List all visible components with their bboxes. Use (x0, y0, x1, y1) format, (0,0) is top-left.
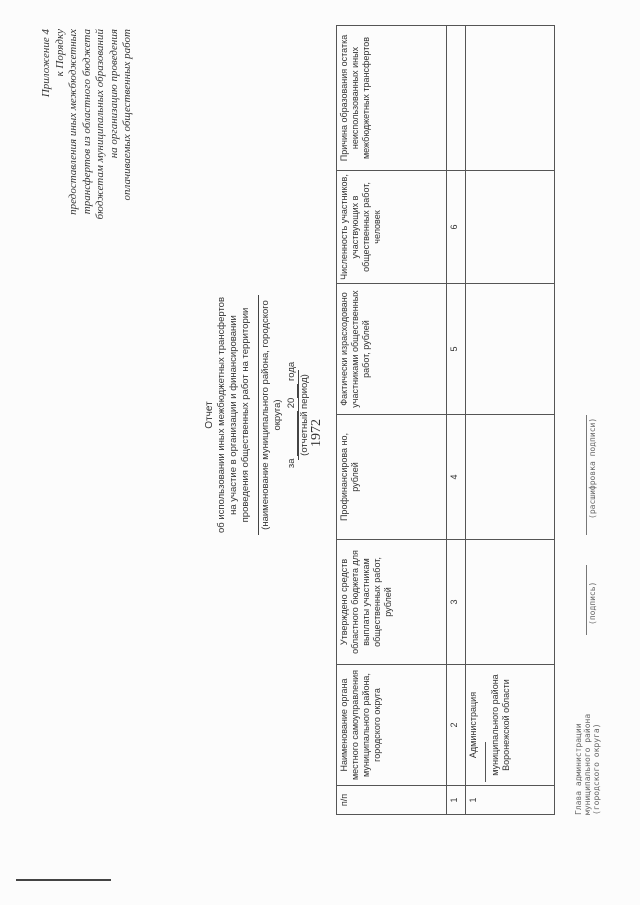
column-number-cell: 1 (447, 786, 466, 815)
appendix-note (40, 29, 135, 219)
report-sheet (34, 15, 614, 815)
org-name-cell (466, 665, 555, 786)
header-cell-approved: Утверждено средств областного бюджета для выплаты участникам общественных работ, рублей (337, 540, 447, 665)
page-number: 1972 (309, 419, 324, 447)
reason-cell (466, 26, 555, 171)
header-cell-org: Наименование органа местного самоуправления муниципального района, городского округа (337, 665, 447, 786)
column-number-cell (447, 26, 466, 171)
period-row (286, 265, 298, 565)
report-subtitle-line: на участие в организации и финансировании (228, 315, 239, 515)
bottom-rule (16, 879, 111, 881)
financed-cell (466, 415, 555, 540)
signature-decode-caption: (расшифровка подписи) (588, 417, 597, 519)
appendix-line: бюджетам муниципальных образований (94, 29, 106, 220)
year-prefix: 20 (286, 397, 297, 409)
appendix-line: к Порядку (53, 29, 66, 77)
org-suffix: муниципального района Воронежской области (490, 674, 511, 776)
header-cell-reason: Причина образования остатка неиспользованных иных межбюджетных трансфертов (337, 26, 447, 171)
signature-caption: (подпись) (588, 581, 597, 625)
count-cell (466, 171, 555, 284)
report-subtitle-line: проведения общественных работ на территории (240, 307, 251, 523)
signature-block (574, 25, 614, 815)
signatory-title-line: Глава администрации (574, 723, 583, 815)
period-blank (287, 411, 298, 456)
column-number-cell: 6 (447, 171, 466, 284)
appendix-line: на организацию проведения (107, 29, 120, 159)
report-title-block (204, 265, 311, 565)
report-table (336, 25, 555, 815)
org-prefix: Администрация (468, 691, 478, 759)
appendix-line: оплачиваемых общественных работ (121, 29, 133, 201)
signature-line (586, 565, 587, 635)
column-number-cell: 3 (447, 540, 466, 665)
column-number-cell: 2 (447, 665, 466, 786)
report-subtitle-line: об использовании иных межбюджетных трансфертов (216, 296, 227, 534)
column-number-row (447, 26, 466, 815)
report-title: Отчет (204, 401, 215, 429)
signatory-title-line: (городского округа) (592, 723, 601, 815)
column-number-cell: 5 (447, 284, 466, 415)
org-name-blank (485, 742, 486, 782)
table-header-row (337, 26, 447, 815)
appendix-line: трансфертов из областного бюджета (80, 29, 93, 215)
signature-decode-line (586, 415, 587, 535)
period-caption: (отчетный период) (298, 370, 311, 460)
appendix-line: Приложение 4 (40, 29, 52, 98)
row-number-cell: 1 (466, 786, 555, 815)
header-cell-financed: Профинансирова но, рублей (337, 415, 447, 540)
signatory-title (574, 714, 601, 815)
header-cell-nn: п/п (337, 786, 447, 815)
year-suffix: года (286, 361, 297, 382)
year-blank (287, 384, 298, 398)
column-number-cell: 4 (447, 415, 466, 540)
appendix-line: предоставления иных межбюджетных (67, 29, 79, 215)
signatory-title-line: муниципального района (583, 713, 592, 815)
approved-cell (466, 540, 555, 665)
municipality-caption: (наименование муниципального района, городского округа) (258, 295, 284, 535)
spent-cell (466, 284, 555, 415)
header-cell-spent: Фактически израсходовано участниками общественных работ, рублей (337, 284, 447, 415)
header-cell-count: Численность участников, участвующих в общественных работ, человек (337, 171, 447, 284)
period-prefix: за (286, 458, 297, 469)
table-row (466, 26, 555, 815)
